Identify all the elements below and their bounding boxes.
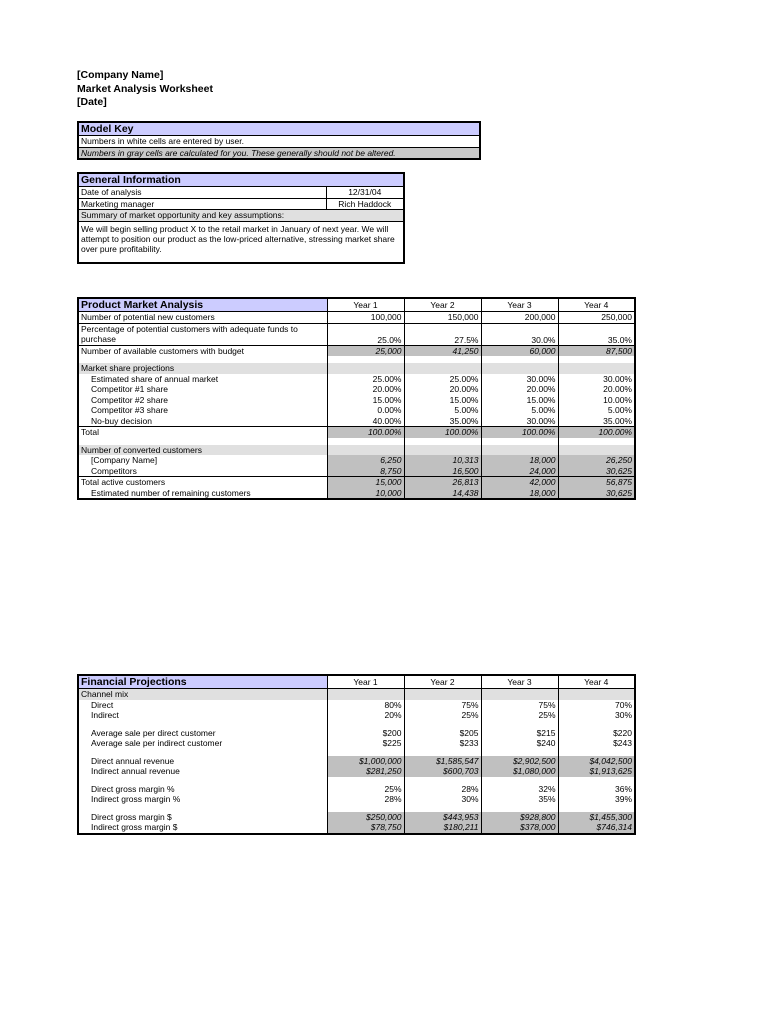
direct-mix-cell[interactable]: 75% xyxy=(404,700,481,711)
model-key-title: Model Key xyxy=(78,122,480,136)
share-cell[interactable]: 35.00% xyxy=(558,416,635,427)
remaining-customers-cell: 30,625 xyxy=(558,488,635,500)
share-cell[interactable]: 35.00% xyxy=(404,416,481,427)
avg-direct-sale-cell[interactable]: $200 xyxy=(327,728,404,739)
financial-year-header: Year 1 xyxy=(327,675,404,689)
avg-indirect-sale-cell[interactable]: $240 xyxy=(481,738,558,749)
date-of-analysis-label: Date of analysis xyxy=(78,187,326,199)
document-header xyxy=(77,69,213,110)
model-key-table xyxy=(77,121,481,160)
indirect-gm-dollars-cell: $180,211 xyxy=(404,822,481,834)
funds-percentage-cell[interactable]: 35.0% xyxy=(558,323,635,345)
available-customers-cell: 25,000 xyxy=(327,345,404,356)
potential-customers-cell[interactable]: 200,000 xyxy=(481,312,558,324)
table-row xyxy=(78,374,635,385)
gray-cells-note[interactable]: Numbers in gray cells are calculated for you. These generally should not be altered. xyxy=(78,147,480,159)
table-row xyxy=(78,416,635,427)
table-row xyxy=(78,405,635,416)
remaining-customers-cell: 14,438 xyxy=(404,488,481,500)
competitors-cell: 16,500 xyxy=(404,466,481,477)
date-of-analysis-value[interactable]: 12/31/04 xyxy=(326,187,404,199)
financial-projections-table xyxy=(77,674,636,835)
funds-percentage-label: Percentage of potential customers with adequate funds to purchase xyxy=(81,323,298,344)
financial-year-header: Year 4 xyxy=(558,675,635,689)
indirect-gm-pct-cell[interactable]: 30% xyxy=(404,794,481,805)
share-row-label: Competitor #3 share xyxy=(91,405,169,415)
general-info-title: General Information xyxy=(78,173,404,187)
avg-indirect-sale-label: Average sale per indirect customer xyxy=(91,738,223,748)
company-name: [Company Name] xyxy=(77,69,164,81)
competitors-cell: 8,750 xyxy=(327,466,404,477)
share-cell[interactable]: 10.00% xyxy=(558,395,635,406)
remaining-customers-label: Estimated number of remaining customers xyxy=(91,487,251,498)
direct-gm-pct-cell[interactable]: 36% xyxy=(558,784,635,795)
share-cell[interactable]: 30.00% xyxy=(558,374,635,385)
share-cell[interactable]: 30.00% xyxy=(481,416,558,427)
date-placeholder: [Date] xyxy=(77,96,107,108)
avg-direct-sale-cell[interactable]: $220 xyxy=(558,728,635,739)
indirect-revenue-cell: $1,080,000 xyxy=(481,766,558,777)
worksheet-title: Market Analysis Worksheet xyxy=(77,82,213,95)
indirect-gm-pct-cell[interactable]: 39% xyxy=(558,794,635,805)
channel-mix-label: Channel mix xyxy=(78,689,327,700)
potential-customers-label: Number of potential new customers xyxy=(78,312,327,324)
direct-revenue-label: Direct annual revenue xyxy=(91,755,175,766)
remaining-customers-cell: 18,000 xyxy=(481,488,558,500)
direct-gm-dollars-label: Direct gross margin $ xyxy=(91,811,172,822)
funds-percentage-cell[interactable]: 25.0% xyxy=(327,323,404,345)
competitors-cell: 24,000 xyxy=(481,466,558,477)
total-cell: 100.00% xyxy=(481,427,558,438)
available-customers-cell: 41,250 xyxy=(404,345,481,356)
table-row xyxy=(78,384,635,395)
table-row xyxy=(78,395,635,406)
avg-direct-sale-label: Average sale per direct customer xyxy=(91,727,216,738)
avg-indirect-sale-cell[interactable]: $225 xyxy=(327,738,404,749)
direct-gm-dollars-cell: $443,953 xyxy=(404,812,481,823)
direct-gm-pct-cell[interactable]: 32% xyxy=(481,784,558,795)
funds-percentage-cell[interactable]: 27.5% xyxy=(404,323,481,345)
white-cells-note[interactable]: Numbers in white cells are entered by user. xyxy=(78,136,480,148)
indirect-revenue-cell: $600,703 xyxy=(404,766,481,777)
available-customers-cell: 60,000 xyxy=(481,345,558,356)
available-customers-cell: 87,500 xyxy=(558,345,635,356)
direct-gm-dollars-cell: $250,000 xyxy=(327,812,404,823)
share-cell[interactable]: 15.00% xyxy=(481,395,558,406)
indirect-revenue-cell: $1,913,625 xyxy=(558,766,635,777)
product-title: Product Market Analysis xyxy=(78,298,327,312)
share-cell[interactable]: 5.00% xyxy=(481,405,558,416)
direct-gm-pct-label: Direct gross margin % xyxy=(91,783,175,794)
avg-indirect-sale-cell[interactable]: $243 xyxy=(558,738,635,749)
share-row-label: Estimated share of annual market xyxy=(91,373,219,384)
direct-gm-dollars-cell: $928,800 xyxy=(481,812,558,823)
active-customers-cell: 42,000 xyxy=(481,477,558,488)
direct-gm-pct-cell[interactable]: 25% xyxy=(327,784,404,795)
direct-gm-pct-cell[interactable]: 28% xyxy=(404,784,481,795)
share-cell[interactable]: 20.00% xyxy=(404,384,481,395)
share-cell[interactable]: 25.00% xyxy=(404,374,481,385)
active-customers-cell: 56,875 xyxy=(558,477,635,488)
share-cell[interactable]: 0.00% xyxy=(327,405,404,416)
potential-customers-cell[interactable]: 100,000 xyxy=(327,312,404,324)
indirect-gm-dollars-cell: $378,000 xyxy=(481,822,558,834)
share-cell[interactable]: 5.00% xyxy=(558,405,635,416)
direct-revenue-cell: $1,000,000 xyxy=(327,756,404,767)
indirect-gm-pct-cell[interactable]: 28% xyxy=(327,794,404,805)
indirect-gm-dollars-label: Indirect gross margin $ xyxy=(91,822,178,832)
active-customers-cell: 15,000 xyxy=(327,477,404,488)
indirect-mix-label: Indirect xyxy=(91,710,119,720)
product-year-header: Year 3 xyxy=(481,298,558,312)
direct-revenue-cell: $2,902,500 xyxy=(481,756,558,767)
indirect-gm-dollars-cell: $78,750 xyxy=(327,822,404,834)
competitors-label: Competitors xyxy=(91,465,137,476)
financial-title: Financial Projections xyxy=(78,675,327,689)
financial-year-header: Year 3 xyxy=(481,675,558,689)
direct-gm-dollars-cell: $1,455,300 xyxy=(558,812,635,823)
potential-customers-cell[interactable]: 150,000 xyxy=(404,312,481,324)
indirect-mix-cell[interactable]: 25% xyxy=(481,710,558,721)
summary-text[interactable]: We will begin selling product X to the retail market in January of next year. We will attempt to position our product as the low-priced alternative, stressing market share over pure profitability. xyxy=(78,221,404,263)
indirect-mix-cell[interactable]: 25% xyxy=(404,710,481,721)
indirect-revenue-cell: $281,250 xyxy=(327,766,404,777)
share-row-label: Competitor #1 share xyxy=(91,384,169,394)
company-customers-cell: 10,313 xyxy=(404,455,481,466)
total-cell: 100.00% xyxy=(327,427,404,438)
direct-revenue-cell: $1,585,547 xyxy=(404,756,481,767)
share-cell[interactable]: 15.00% xyxy=(327,395,404,406)
indirect-mix-cell[interactable]: 30% xyxy=(558,710,635,721)
indirect-revenue-label: Indirect annual revenue xyxy=(91,766,180,776)
active-customers-label: Total active customers xyxy=(78,477,327,488)
direct-mix-cell[interactable]: 75% xyxy=(481,700,558,711)
funds-percentage-cell[interactable]: 30.0% xyxy=(481,323,558,345)
summary-label: Summary of market opportunity and key assumptions: xyxy=(78,210,404,222)
indirect-gm-pct-cell[interactable]: 35% xyxy=(481,794,558,805)
market-share-label: Market share projections xyxy=(78,363,327,374)
total-cell: 100.00% xyxy=(558,427,635,438)
company-customers-cell: 6,250 xyxy=(327,455,404,466)
total-label: Total xyxy=(78,427,327,438)
direct-mix-cell[interactable]: 80% xyxy=(327,700,404,711)
share-row-label: Competitor #2 share xyxy=(91,394,169,405)
product-year-header: Year 2 xyxy=(404,298,481,312)
competitors-cell: 30,625 xyxy=(558,466,635,477)
total-cell: 100.00% xyxy=(404,427,481,438)
product-market-analysis-table xyxy=(77,297,636,500)
avg-direct-sale-cell[interactable]: $215 xyxy=(481,728,558,739)
share-cell[interactable]: 20.00% xyxy=(558,384,635,395)
share-cell[interactable]: 15.00% xyxy=(404,395,481,406)
financial-year-header: Year 2 xyxy=(404,675,481,689)
potential-customers-cell[interactable]: 250,000 xyxy=(558,312,635,324)
share-cell[interactable]: 5.00% xyxy=(404,405,481,416)
indirect-gm-pct-label: Indirect gross margin % xyxy=(91,794,181,804)
company-customers-label: [Company Name] xyxy=(91,455,158,465)
share-cell[interactable]: 25.00% xyxy=(327,374,404,385)
share-cell[interactable]: 20.00% xyxy=(481,384,558,395)
direct-revenue-cell: $4,042,500 xyxy=(558,756,635,767)
available-customers-label: Number of available customers with budget xyxy=(78,345,327,356)
share-cell[interactable]: 40.00% xyxy=(327,416,404,427)
marketing-manager-label: Marketing manager xyxy=(78,198,326,210)
direct-mix-cell[interactable]: 70% xyxy=(558,700,635,711)
active-customers-cell: 26,813 xyxy=(404,477,481,488)
company-customers-cell: 26,250 xyxy=(558,455,635,466)
general-info-table xyxy=(77,172,405,264)
converted-customers-label: Number of converted customers xyxy=(78,445,327,456)
remaining-customers-cell: 10,000 xyxy=(327,488,404,500)
direct-mix-label: Direct xyxy=(91,699,114,710)
product-year-header: Year 4 xyxy=(558,298,635,312)
marketing-manager-value[interactable]: Rich Haddock xyxy=(326,198,404,210)
product-year-header: Year 1 xyxy=(327,298,404,312)
indirect-mix-cell[interactable]: 20% xyxy=(327,710,404,721)
avg-direct-sale-cell[interactable]: $205 xyxy=(404,728,481,739)
share-cell[interactable]: 20.00% xyxy=(327,384,404,395)
share-cell[interactable]: 30.00% xyxy=(481,374,558,385)
share-row-label: No-buy decision xyxy=(91,415,152,426)
indirect-gm-dollars-cell: $746,314 xyxy=(558,822,635,834)
company-customers-cell: 18,000 xyxy=(481,455,558,466)
avg-indirect-sale-cell[interactable]: $233 xyxy=(404,738,481,749)
